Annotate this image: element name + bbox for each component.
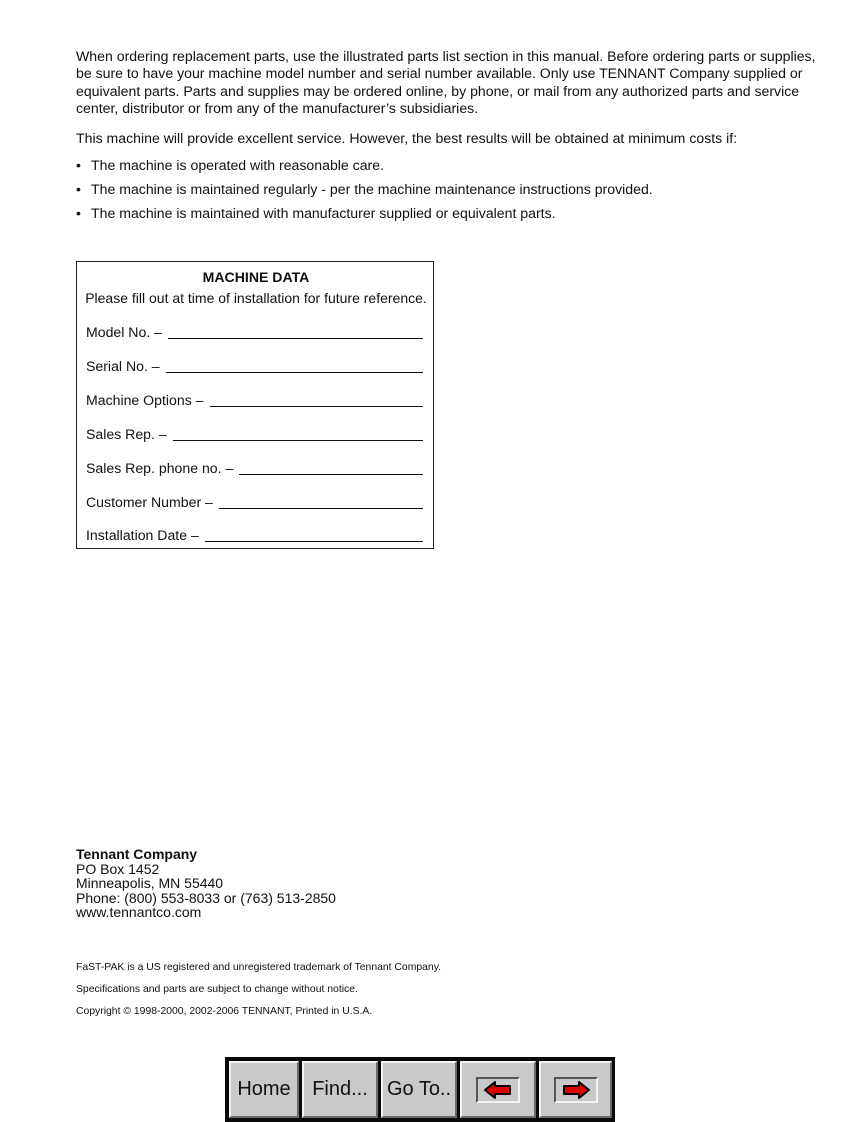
conditions-list: [76, 157, 836, 229]
list-item: [76, 205, 836, 229]
back-button[interactable]: [460, 1061, 536, 1118]
find-button[interactable]: Find...: [302, 1061, 378, 1118]
right-arrow-icon: [554, 1077, 598, 1103]
bullet-icon: •: [76, 181, 81, 197]
field-label: Machine Options –: [86, 392, 204, 408]
field-label: Installation Date –: [86, 527, 199, 543]
conditions-paragraph: This machine will provide excellent service. However, the best results will be obtained at minimum costs if:: [76, 130, 738, 146]
machine-data-title: MACHINE DATA: [202, 269, 310, 285]
list-item: [76, 157, 836, 181]
intro-paragraph: When ordering replacement parts, use the illustrated parts list section in this manual. Before ordering parts or supplies, be sure to have your machine model number and serial number available. Only use TENNANT Company supplied or equivalent parts. Parts and supplies may be ordered online, by phone, or mail from any authorized parts and service center, distributor or from any of the manufacturer’s subsidiaries.: [76, 48, 816, 116]
machine-options-line[interactable]: [210, 405, 423, 407]
sales-rep-phone-field: [86, 456, 423, 476]
list-item-text: The machine is operated with reasonable care.: [91, 157, 385, 173]
field-label: Serial No. –: [86, 358, 160, 374]
machine-data-subtitle: Please fill out at time of installation for future reference.: [85, 290, 427, 306]
website-link[interactable]: www.tennantco.com: [76, 904, 202, 921]
trademark-notice: FaST-PAK is a US registered and unregistered trademark of Tennant Company.: [76, 962, 442, 973]
city-line: Minneapolis, MN 55440: [76, 875, 224, 892]
copyright-notice: Copyright © 1998-2000, 2002-2006 TENNANT, Printed in U.S.A.: [76, 1006, 373, 1017]
list-item: [76, 181, 836, 205]
sales-rep-phone-line[interactable]: [239, 473, 423, 475]
home-button[interactable]: Home: [229, 1061, 299, 1118]
company-address: [76, 847, 336, 920]
customer-number-line[interactable]: [219, 507, 423, 509]
sales-rep-line[interactable]: [173, 439, 423, 441]
left-arrow-icon: [476, 1077, 520, 1103]
sales-rep-field: [86, 422, 423, 442]
bullet-icon: •: [76, 157, 81, 173]
list-item-text: The machine is maintained regularly - per the machine maintenance instructions provided.: [91, 181, 653, 197]
installation-date-line[interactable]: [205, 540, 423, 542]
field-label: Sales Rep. phone no. –: [86, 460, 234, 476]
bullet-icon: •: [76, 205, 81, 221]
list-item-text: The machine is maintained with manufacturer supplied or equivalent parts.: [91, 205, 556, 221]
phone-line: Phone: (800) 553-8033 or (763) 513-2850: [76, 889, 336, 906]
machine-data-box: [76, 261, 434, 549]
field-label: Customer Number –: [86, 494, 213, 510]
model-number-field: [86, 320, 423, 340]
company-name: Tennant Company: [76, 846, 198, 862]
installation-date-field: [86, 523, 423, 543]
field-label: Sales Rep. –: [86, 426, 167, 442]
po-box: PO Box 1452: [76, 860, 160, 877]
serial-number-line[interactable]: [166, 371, 423, 373]
change-notice: Specifications and parts are subject to change without notice.: [76, 984, 358, 995]
customer-number-field: [86, 490, 423, 510]
forward-button[interactable]: [539, 1061, 612, 1118]
machine-options-field: [86, 388, 423, 408]
serial-number-field: [86, 354, 423, 374]
navigation-bar: [225, 1057, 615, 1122]
goto-button[interactable]: Go To..: [381, 1061, 457, 1118]
model-number-line[interactable]: [168, 337, 423, 339]
field-label: Model No. –: [86, 324, 162, 340]
